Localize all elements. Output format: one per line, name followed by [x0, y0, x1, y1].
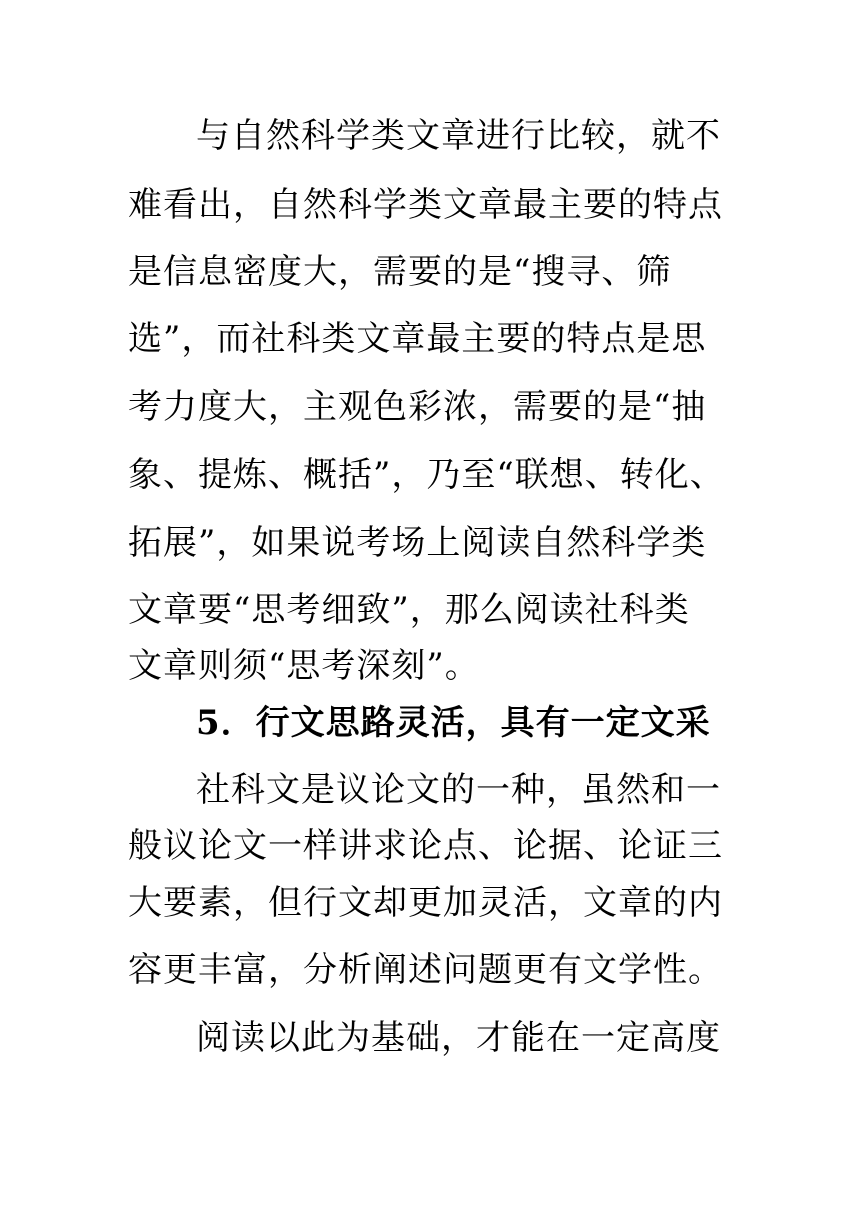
paragraph-line: 与自然科学类文章进行比较，就不: [196, 116, 721, 156]
paragraph-line: 容更丰富，分析阐述问题更有文学性。: [128, 950, 723, 990]
paragraph-line: 象、提炼、概括”，乃至“联想、转化、: [128, 455, 725, 495]
paragraph-line: 文章要“思考细致”，那么阅读社科类: [128, 590, 690, 630]
section-heading: 5．行文思路灵活，具有一定文采: [196, 703, 711, 743]
paragraph-line: 考力度大，主观色彩浓，需要的是“抽: [128, 387, 707, 427]
paragraph-line: 拓展”，如果说考场上阅读自然科学类: [128, 523, 707, 563]
paragraph-line: 难看出，自然科学类文章最主要的特点: [128, 185, 723, 225]
paragraph-line: 阅读以此为基础，才能在一定高度: [196, 1018, 721, 1058]
paragraph-line: 大要素，但行文却更加灵活，文章的内: [128, 883, 723, 923]
paragraph-line: 是信息密度大，需要的是“搜寻、筛: [128, 252, 672, 292]
paragraph-line: 社科文是议论文的一种，虽然和一: [196, 770, 721, 810]
paragraph-line: 选”，而社科类文章最主要的特点是思: [128, 319, 707, 359]
paragraph-line: 文章则须“思考深刻”。: [128, 646, 480, 686]
paragraph-line: 般议论文一样讲求论点、论据、论证三: [128, 826, 723, 866]
